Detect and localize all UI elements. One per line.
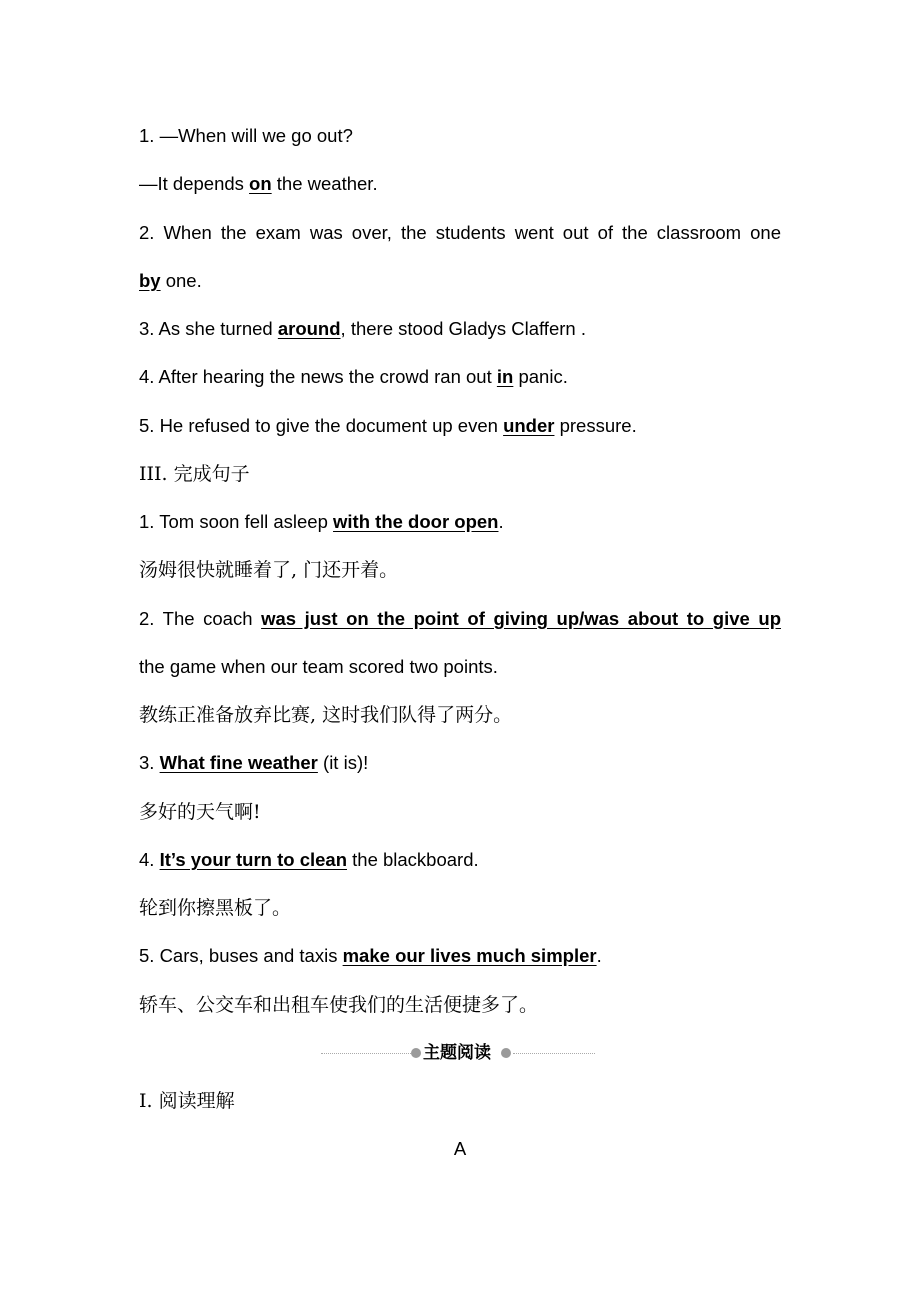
- divider-rule-left: [321, 1053, 413, 1054]
- plain-text: 3. As she turned: [139, 318, 278, 339]
- text-line: [139, 981, 781, 1029]
- divider-dot-right: [501, 1048, 511, 1058]
- text-line: [139, 546, 781, 594]
- plain-text: 5. He refused to give the document up even: [139, 414, 504, 436]
- text-line: [139, 884, 781, 932]
- divider-dot-left: [411, 1048, 421, 1058]
- plain-text: 4. After hearing the news the crowd ran out: [139, 366, 497, 388]
- section-divider: [139, 1029, 781, 1077]
- plain-text: 2. The coach: [139, 607, 262, 629]
- plain-text: the game when our team scored two points.: [139, 655, 498, 677]
- text-line: [139, 498, 781, 546]
- plain-text: one.: [160, 269, 202, 291]
- text-line: [139, 788, 781, 836]
- plain-text: 3.: [139, 752, 160, 774]
- text-line: [139, 257, 781, 305]
- answer-text: What fine weather: [159, 752, 318, 774]
- plain-text: 5. Cars, buses and taxis: [139, 945, 343, 967]
- plain-text: 轿车、公交车和出租车使我们的生活便捷多了。: [139, 993, 539, 1016]
- passage-label: A: [453, 1138, 467, 1160]
- answer-text: on: [249, 173, 272, 195]
- answer-text: make our lives much simpler: [342, 945, 597, 967]
- plain-text: 4.: [139, 848, 160, 870]
- answer-text: with the door open: [333, 511, 499, 532]
- plain-text: , there stood Gladys Claffern .: [340, 318, 586, 339]
- plain-text: the weather.: [271, 173, 378, 195]
- answer-text: It’s your turn to clean: [159, 848, 347, 870]
- plain-text: 汤姆很快就睡着了, 门还开着。: [139, 559, 399, 582]
- text-line: [139, 353, 781, 401]
- plain-text: 轮到你擦黑板了。: [139, 897, 292, 919]
- plain-text: .: [498, 511, 504, 532]
- text-line: [139, 691, 781, 739]
- text-line: [139, 595, 781, 643]
- plain-text: 2. When the exam was over, the students went out of the classroom one: [139, 221, 781, 243]
- plain-text: .: [596, 945, 602, 967]
- answer-text: under: [503, 414, 555, 436]
- text-line: [139, 209, 781, 257]
- answer-text: was just on the point of giving up/was about to give up: [261, 607, 781, 629]
- divider-label: 主题阅读: [423, 1042, 491, 1063]
- plain-text: (it is)!: [317, 752, 369, 774]
- text-line: [139, 932, 781, 980]
- text-line: [139, 305, 781, 353]
- document-body: [139, 112, 781, 1174]
- answer-text: by: [139, 269, 161, 291]
- text-line: [139, 739, 781, 787]
- answer-text: around: [277, 318, 341, 339]
- text-line: [139, 112, 781, 160]
- plain-text: 教练正准备放弃比赛, 这时我们队得了两分。: [139, 704, 513, 726]
- plain-text: —It depends: [139, 173, 250, 195]
- text-line: [139, 450, 781, 498]
- plain-text: 多好的天气啊!: [139, 800, 261, 823]
- text-line: [139, 160, 781, 208]
- plain-text: panic.: [513, 366, 568, 388]
- plain-text: III. 完成句子: [139, 462, 250, 485]
- divider-rule-right: [513, 1053, 595, 1054]
- text-line: [139, 836, 781, 884]
- plain-text: 1. —When will we go out?: [139, 125, 353, 146]
- text-line: [139, 402, 781, 450]
- section-title: Ⅰ. 阅读理解: [139, 1090, 235, 1112]
- plain-text: 1. Tom soon fell asleep: [139, 511, 334, 532]
- plain-text: the blackboard.: [347, 848, 479, 870]
- plain-text: pressure.: [554, 414, 637, 436]
- text-line: [139, 643, 781, 691]
- answer-text: in: [496, 366, 514, 388]
